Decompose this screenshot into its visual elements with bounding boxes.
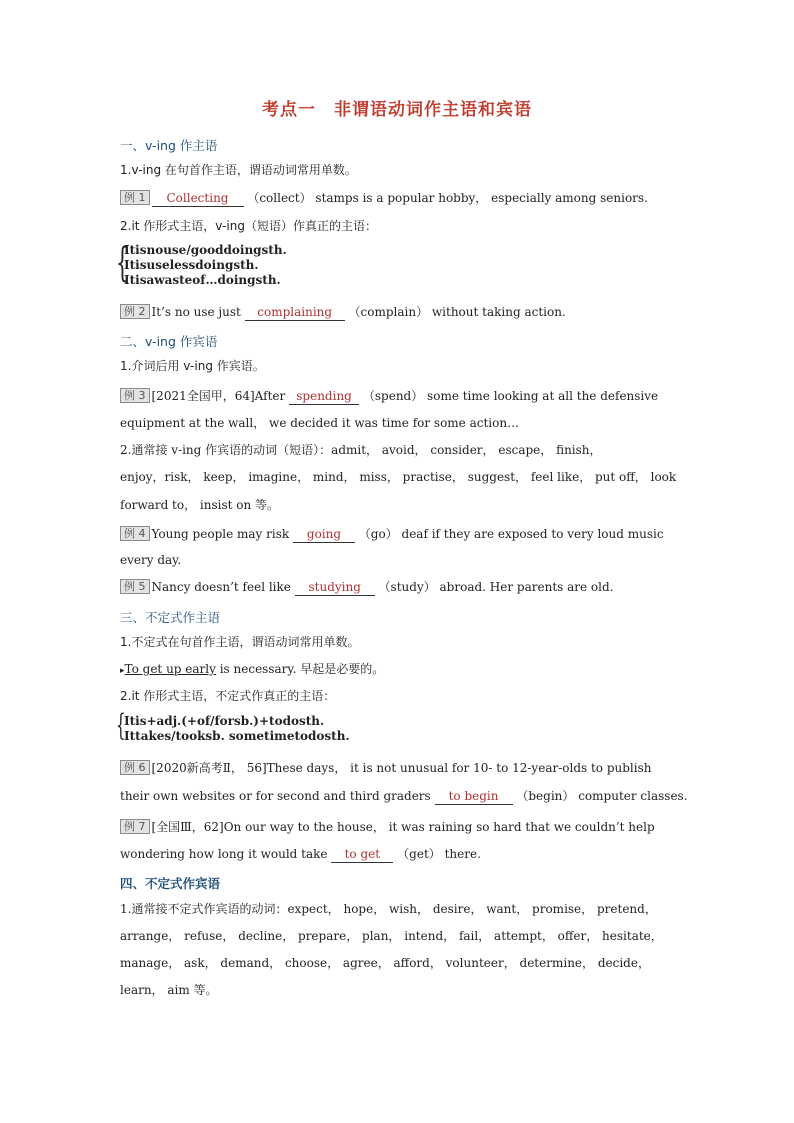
example-2 <box>120 304 566 321</box>
example-text: Nancy doesn’t feel like <box>151 580 291 594</box>
pattern-line: Ittakes/tooksb. sometimetodosth. <box>124 729 350 743</box>
example-3-continued: equipment at the wall， we decided it was time for some action… <box>120 416 520 430</box>
answer-blank: going <box>293 527 355 543</box>
section-heading-1: 一、v-ing 作主语 <box>120 138 218 153</box>
example-tag: 例 1 <box>120 190 150 205</box>
rule-text: 1.介词后用 v-ing 作宾语。 <box>120 359 265 373</box>
bullet-icon: ▸ <box>120 666 125 676</box>
example-sentence <box>120 662 384 679</box>
rule-text: forward to， insist on 等。 <box>120 498 280 512</box>
sentence-text: is necessary. 早起是必要的。 <box>215 662 385 676</box>
rule-text: enjoy，risk， keep， imagine， mind， miss， practise， suggest， feel like， put off， look <box>120 470 677 484</box>
example-1 <box>120 190 648 207</box>
brace-symbol: { <box>116 240 129 286</box>
pattern-line: Itis+adj.(+of/forsb.)+todosth. <box>124 714 325 728</box>
section-heading-4: 四、不定式作宾语 <box>120 876 221 891</box>
example-tag: 例 6 <box>120 760 150 775</box>
rule-text: 2.通常接 v-ing 作宾语的动词（短语）：admit， avoid， consider， escape， finish， <box>120 443 602 457</box>
example-text: （spend） some time looking at all the defensive <box>362 389 659 403</box>
example-text: their own websites or for second and third graders <box>120 789 431 803</box>
pattern-line: Itisnouse/gooddoingsth. <box>124 243 287 257</box>
example-3 <box>120 388 658 405</box>
rule-text: 1.不定式在句首作主语，谓语动词常用单数。 <box>120 635 360 649</box>
example-tag: 例 5 <box>120 579 150 594</box>
example-4-continued: every day. <box>120 553 182 567</box>
example-6 <box>120 760 652 776</box>
pattern-line: Itisawasteof…doingsth. <box>124 273 281 287</box>
example-tag: 例 7 <box>120 819 150 834</box>
rule-text: 1.v-ing 在句首作主语，谓语动词常用单数。 <box>120 163 357 177</box>
example-7 <box>120 819 655 835</box>
rule-text: learn， aim 等。 <box>120 983 218 997</box>
example-text: （begin） computer classes. <box>516 789 688 803</box>
example-text: wondering how long it would take <box>120 847 328 861</box>
answer-blank: studying <box>295 580 375 596</box>
answer-blank: Collecting <box>152 191 244 207</box>
example-text: （go） deaf if they are exposed to very loud music <box>358 527 664 541</box>
section-heading-2: 二、v-ing 作宾语 <box>120 334 218 349</box>
example-6-continued <box>120 789 688 805</box>
example-tag: 例 3 <box>120 388 150 403</box>
example-text: Young people may risk <box>151 527 290 541</box>
pattern-line: Itisuselessdoingsth. <box>124 258 259 272</box>
answer-blank: to begin <box>435 789 513 805</box>
answer-blank: complaining <box>245 305 345 321</box>
example-text: （study） abroad. Her parents are old. <box>378 580 614 594</box>
section-heading-3: 三、不定式作主语 <box>120 610 221 625</box>
example-text: It’s no use just <box>151 305 241 319</box>
example-text: [全国Ⅲ，62]On our way to the house， it was raining so hard that we couldn’t help <box>151 820 655 834</box>
example-tag: 例 2 <box>120 304 150 319</box>
rule-text: 2.it 作形式主语，不定式作真正的主语： <box>120 689 336 703</box>
answer-blank: spending <box>289 389 359 405</box>
rule-text: 2.it 作形式主语，v-ing（短语）作真正的主语： <box>120 219 377 233</box>
rule-text: manage， ask， demand， choose， agree， afford， volunteer， determine， decide， <box>120 956 650 970</box>
rule-text: arrange， refuse， decline， prepare， plan， intend， fail， attempt， offer， hesitate， <box>120 929 663 943</box>
example-text: （get） there. <box>397 847 481 861</box>
example-text: （collect） stamps is a popular hobby， especially among seniors. <box>247 191 648 205</box>
example-tag: 例 4 <box>120 526 150 541</box>
example-text: [2021全国甲，64]After <box>151 389 286 403</box>
example-4 <box>120 526 664 543</box>
example-text: （complain） without taking action. <box>348 305 566 319</box>
example-5 <box>120 579 613 596</box>
example-text: [2020新高考Ⅱ， 56]These days， it is not unusual for 10- to 12-year-olds to publish <box>151 761 652 775</box>
example-7-continued <box>120 847 481 863</box>
page-title: 考点一 非谓语动词作主语和宾语 <box>262 100 532 120</box>
brace-symbol: { <box>116 708 126 743</box>
rule-text: 1.通常接不定式作宾语的动词：expect， hope， wish， desire， want， promise， pretend， <box>120 902 657 916</box>
answer-blank: to get <box>331 847 393 863</box>
underlined-phrase: To get up early <box>124 662 216 676</box>
